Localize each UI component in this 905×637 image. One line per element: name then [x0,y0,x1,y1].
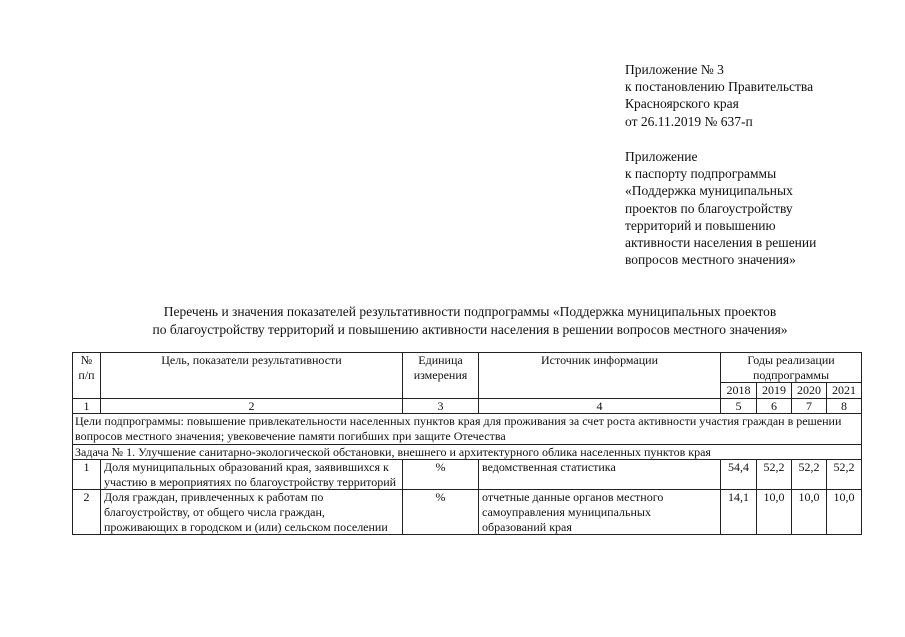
column-number: 1 [73,398,101,414]
appendix-3-header [625,61,813,130]
appendix-line: вопросов местного значения» [625,252,796,268]
goal-row [73,414,862,444]
header-source: Источник информации [479,353,721,399]
appendix-line: к паспорту подпрограммы [625,166,777,182]
appendix-line: от 26.11.2019 № 637-п [625,113,753,129]
row-value-2019: 10,0 [757,490,792,535]
appendix-line: Приложение № 3 [625,62,724,77]
row-num: 2 [73,490,101,535]
appendix-passport-header [625,148,816,268]
appendix-line: Красноярского края [625,96,739,112]
row-num: 1 [73,460,101,490]
appendix-line: активности населения в решении [625,235,817,251]
column-number: 7 [792,398,827,414]
column-number: 2 [101,398,403,414]
column-number: 3 [403,398,479,414]
header-row [73,353,862,383]
header-year: 2018 [721,383,757,399]
row-indicator: Доля муниципальных образований края, заявившихся к участию в мероприятиях по благоустройству территорий [101,460,403,490]
row-value-2021: 52,2 [827,460,862,490]
header-year: 2021 [827,383,862,399]
appendix-line: «Поддержка муниципальных [625,183,793,199]
appendix-line: Приложение [625,149,698,164]
task-row [73,444,862,460]
title-line: по благоустройству территорий и повышению активности населения в решении вопросов местного значения» [152,322,788,337]
table-row [73,460,862,490]
row-value-2020: 10,0 [792,490,827,535]
row-indicator: Доля граждан, привлеченных к работам по благоустройству, от общего числа граждан, проживающих в городском и (или) сельском поселении [101,490,403,535]
column-number: 4 [479,398,721,414]
task-text: Задача № 1. Улучшение санитарно-экологической обстановки, внешнего и архитектурного облика населенных пунктов края [73,444,862,460]
header-years-group: Годы реализации подпрограммы [721,353,862,383]
appendix-line: проектов по благоустройству [625,200,793,216]
column-number: 6 [757,398,792,414]
header-goal: Цель, показатели результативности [101,353,403,399]
row-value-2018: 54,4 [721,460,757,490]
indicators-table [72,352,862,535]
column-numbers-row [73,398,862,414]
header-num: № п/п [73,353,101,399]
title-line: Перечень и значения показателей результативности подпрограммы «Поддержка муниципальных проектов [163,304,777,319]
row-value-2019: 52,2 [757,460,792,490]
column-number: 8 [827,398,862,414]
row-unit: % [403,490,479,535]
header-year: 2019 [757,383,792,399]
goal-text: Цели подпрограммы: повышение привлекательности населенных пунктов края для проживания за счет роста активности участия граждан в решении вопросов местного значения; увековечение памяти погибших при защите Отечества [73,414,862,444]
row-value-2020: 52,2 [792,460,827,490]
appendix-line: к постановлению Правительства [625,79,814,95]
document-title [60,303,880,339]
row-unit: % [403,460,479,490]
appendix-line: территорий и повышению [625,217,776,233]
header-unit: Единица измерения [403,353,479,399]
row-value-2021: 10,0 [827,490,862,535]
table-row [73,490,862,535]
row-source: отчетные данные органов местного самоуправления муниципальных образований края [479,490,721,535]
row-value-2018: 14,1 [721,490,757,535]
header-year: 2020 [792,383,827,399]
column-number: 5 [721,398,757,414]
row-source: ведомственная статистика [479,460,721,490]
